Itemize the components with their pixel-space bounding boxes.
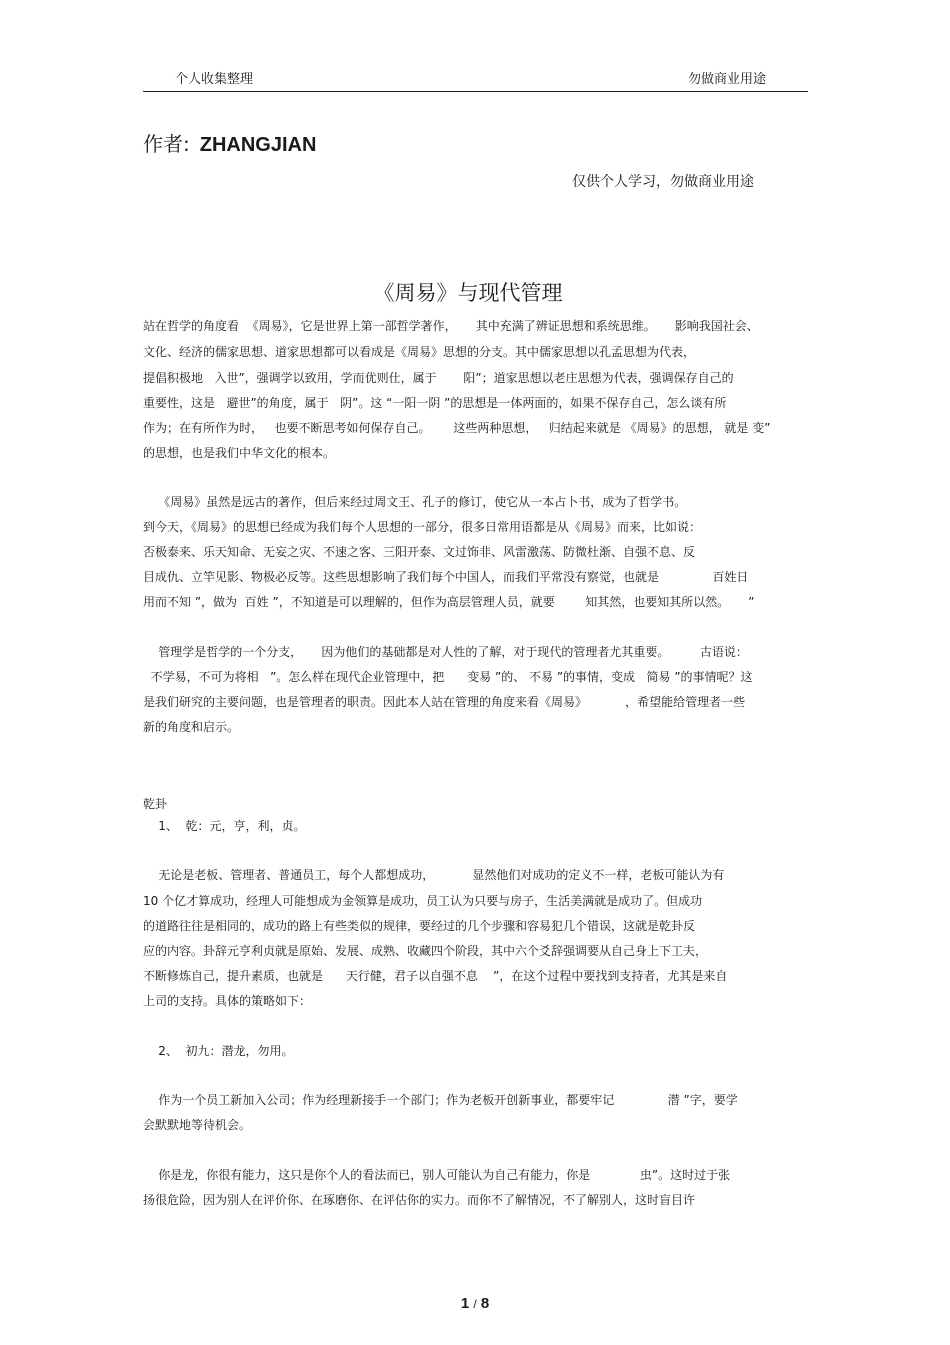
header-left-text: 个人收集整理 bbox=[175, 72, 254, 87]
paragraph-line: 目成仇、立竿见影、物极必反等。这些思想影响了我们每个中国人，而我们平常没有察觉，也就是 百姓日 bbox=[143, 570, 749, 584]
paragraph-line: 文化、经济的儒家思想、道家思想都可以看成是《周易》思想的分支。其中儒家思想以孔孟思想为代表， bbox=[143, 345, 696, 359]
header-right-text: 勿做商业用途 bbox=[688, 72, 767, 87]
paragraph-line: 应的内容。卦辞元亨利贞就是原始、发展、成熟、收藏四个阶段，其中六个爻辞强调要从自己身上下工夫， bbox=[143, 944, 708, 958]
paragraph-line: 10 个亿才算成功，经理人可能想成为金领算是成功，员工认为只要与房子，生活美满就是成功了。但成功 bbox=[143, 894, 703, 908]
paragraph-line: 否极泰来、乐天知命、无妄之灾、不速之客、三阳开泰、文过饰非、风雷激荡、防微杜渐、自强不息、反 bbox=[143, 545, 696, 559]
paragraph-line: 作为一个员工新加入公司；作为经理新接手一个部门；作为老板开创新事业，都要牢记 潜 ”字，要学 bbox=[143, 1093, 738, 1107]
paragraph-line: 用而不知 ”，做为 百姓 ”，不知道是可以理解的，但作为高层管理人员，就要 知其然，也要知其所以然。 ” bbox=[143, 595, 755, 609]
current-page: 1 bbox=[460, 1295, 470, 1312]
paragraph-line: 提倡积极地 入世”，强调学以致用，学而优则仕，属于 阳”；道家思想以老庄思想为代表，强调保存自己的 bbox=[143, 371, 734, 385]
paragraph-line: 到今天，《周易》的思想已经成为我们每个人思想的一部分，很多日常用语都是从《周易》而来，比如说： bbox=[143, 520, 702, 534]
numbered-item: 2、 初九：潜龙，勿用。 bbox=[143, 1044, 294, 1058]
page-number bbox=[0, 1295, 950, 1312]
paragraph-line: 重要性，这是 避世”的角度，属于 阴”。这 “一阳一阴 ”的思想是一体两面的，如果不保存自己，怎么谈有所 bbox=[143, 396, 727, 410]
paragraph-line: 站在哲学的角度看 《周易》，它是世界上第一部哲学著作， 其中充满了辨证思想和系统思维。 影响我国社会、 bbox=[143, 319, 759, 333]
paragraph-line: 的道路往往是相同的，成功的路上有些类似的规律，要经过的几个步骤和容易犯几个错误，这就是乾卦反 bbox=[143, 919, 696, 933]
disclaimer: 仅供个人学习，勿做商业用途 bbox=[572, 174, 754, 190]
paragraph-line: 上司的支持。具体的策略如下： bbox=[143, 994, 312, 1008]
paragraph-line: 会默默地等待机会。 bbox=[143, 1118, 252, 1132]
paragraph-line: 无论是老板、管理者、普通员工，每个人都想成功， 显然他们对成功的定义不一样，老板可能认为有 bbox=[143, 868, 725, 882]
header-divider bbox=[143, 91, 808, 92]
paragraph-line: 新的角度和启示。 bbox=[143, 720, 240, 734]
paragraph-line: 扬很危险，因为别人在评价你、在琢磨你、在评估你的实力。而你不了解情况，不了解别人，这时盲目许 bbox=[143, 1193, 696, 1207]
section-title: 乾卦 bbox=[143, 797, 168, 811]
paragraph-line: 不学易，不可为将相 ”。怎么样在现代企业管理中，把 变易 ”的、 不易 ”的事情，变成 简易 ”的事情呢？这 bbox=[143, 670, 753, 684]
author-label: 作者: bbox=[143, 132, 190, 156]
total-pages: 8 bbox=[480, 1295, 490, 1312]
paragraph-line: 是我们研究的主要问题，也是管理者的职责。因此本人站在管理的角度来看《周易》 ，希望能给管理者一些 bbox=[143, 695, 746, 709]
author-name: ZHANGJIAN bbox=[199, 134, 317, 156]
paragraph-line: 《周易》虽然是远古的著作，但后来经过周文王、孔子的修订，使它从一本占卜书，成为了哲学书。 bbox=[143, 495, 687, 509]
page-separator: / bbox=[473, 1297, 477, 1311]
document-title: 《周易》与现代管理 bbox=[373, 281, 563, 305]
paragraph-line: 不断修炼自己，提升素质，也就是 天行健，君子以自强不息 ”，在这个过程中要找到支持者，尤其是来自 bbox=[143, 969, 728, 983]
paragraph-line: 管理学是哲学的一个分支， 因为他们的基础都是对人性的了解，对于现代的管理者尤其重要。 古语说： bbox=[143, 645, 748, 659]
author-line bbox=[143, 128, 316, 157]
paragraph-line: 你是龙，你很有能力，这只是你个人的看法而已，别人可能认为自己有能力，你是 虫”。这时过于张 bbox=[143, 1168, 731, 1182]
numbered-item: 1、 乾：元，亨，利，贞。 bbox=[143, 819, 306, 833]
paragraph-line: 作为；在有所作为时， 也要不断思考如何保存自己。 这些两种思想， 归结起来就是 《周易》的思想， 就是 变” bbox=[143, 421, 771, 435]
paragraph-line: 的思想，也是我们中华文化的根本。 bbox=[143, 446, 336, 460]
